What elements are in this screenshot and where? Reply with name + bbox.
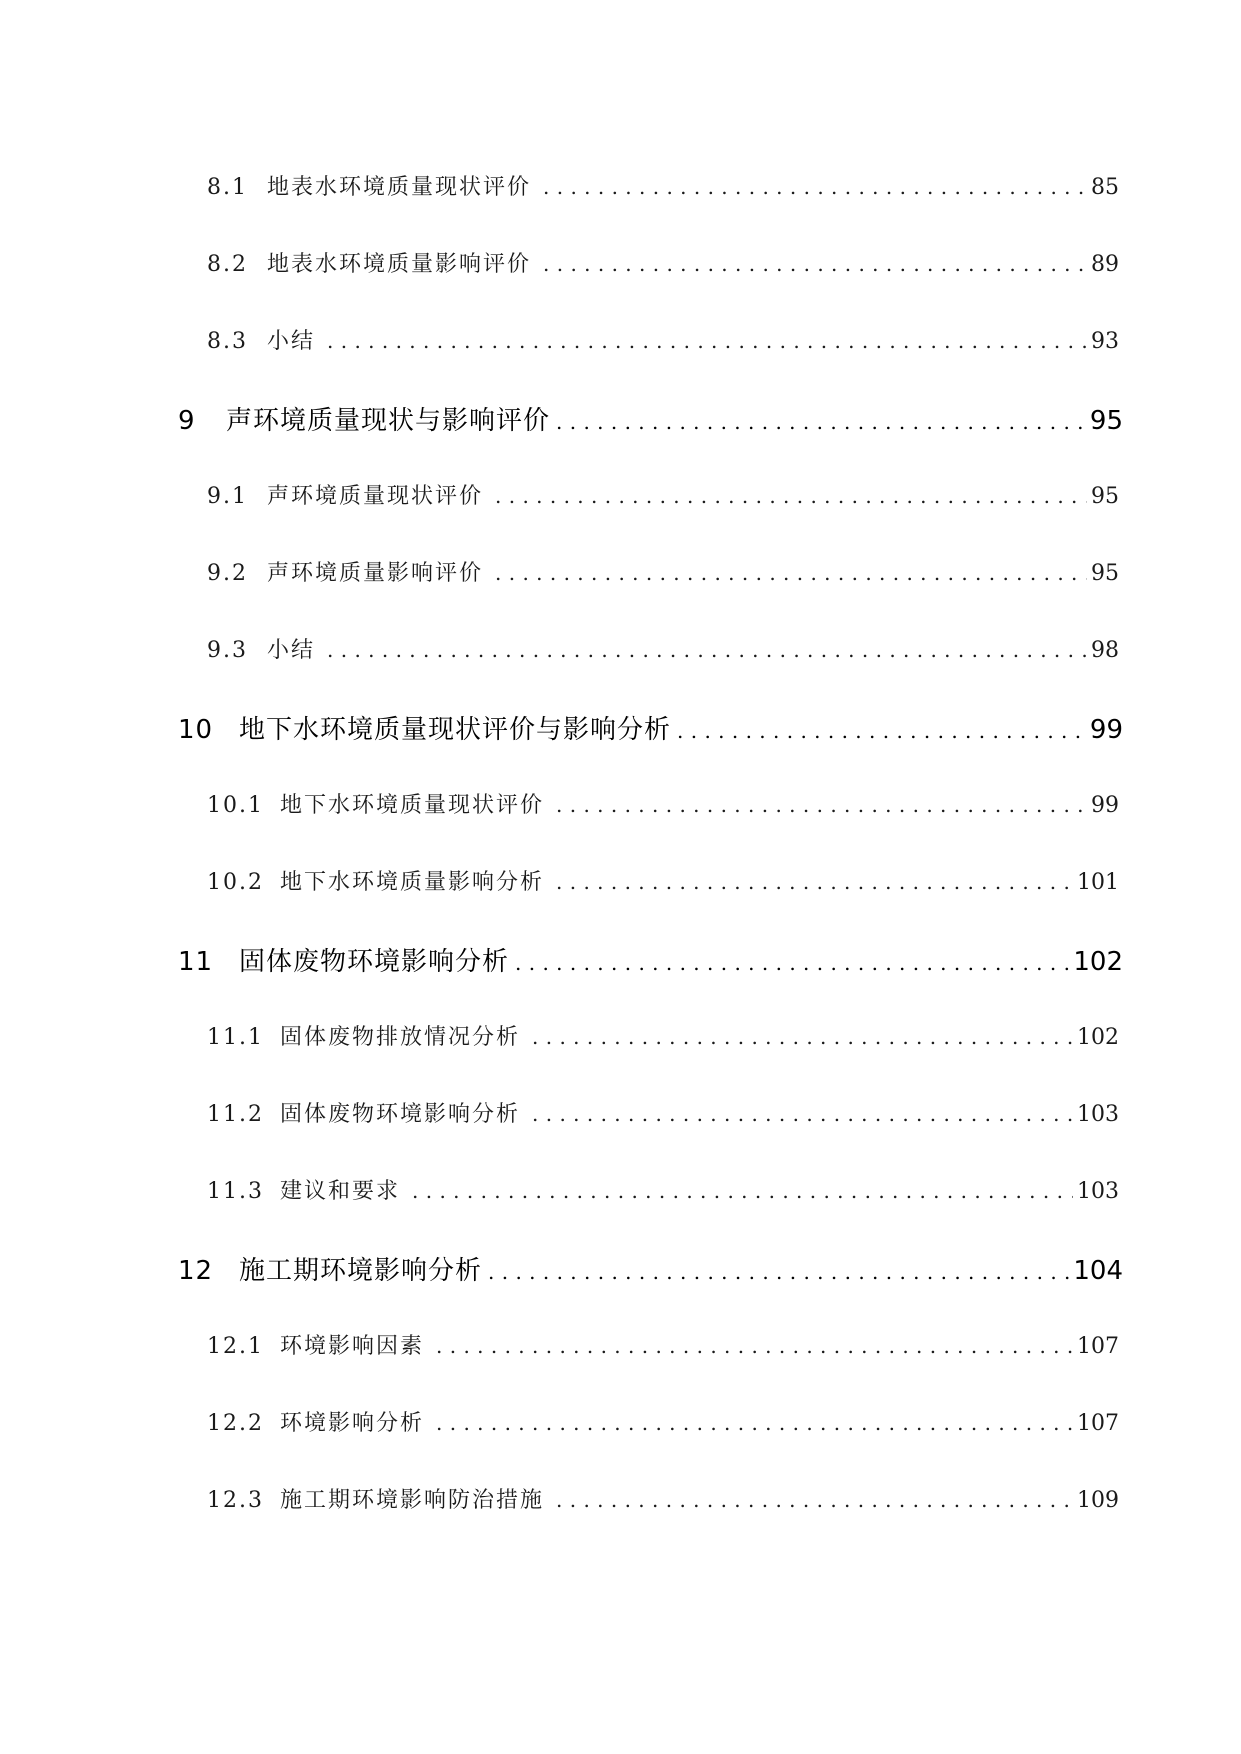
toc-entry-8-3[interactable] <box>207 324 1119 355</box>
dot-leader <box>495 561 1087 586</box>
toc-entry-title: 地表水环境质量现状评价 <box>267 175 532 200</box>
toc-entry-number: 11.2 <box>207 1102 264 1127</box>
toc-entry-11-2[interactable] <box>207 1097 1119 1128</box>
toc-entry-number: 10.2 <box>207 870 264 895</box>
toc-entry-number: 9.2 <box>207 561 248 586</box>
dot-leader <box>488 1256 1069 1286</box>
toc-entry-8-2[interactable] <box>207 247 1119 278</box>
toc-entry-title: 小结 <box>267 638 316 663</box>
toc-chapter-page: 104 <box>1073 1256 1123 1286</box>
dot-leader <box>556 406 1086 436</box>
toc-chapter-11[interactable] <box>178 941 1123 978</box>
toc-entry-page: 109 <box>1077 1488 1119 1513</box>
toc-entry-12-2[interactable] <box>207 1406 1119 1437</box>
toc-chapter-number: 9 <box>178 406 196 436</box>
toc-entry-number: 11.3 <box>207 1179 264 1204</box>
toc-entry-page: 107 <box>1077 1411 1119 1436</box>
dot-leader <box>556 870 1073 895</box>
toc-entry-title: 地表水环境质量影响评价 <box>267 252 532 277</box>
toc-entry-number: 9.1 <box>207 484 248 509</box>
dot-leader <box>412 1179 1073 1204</box>
toc-chapter-10[interactable] <box>178 709 1123 746</box>
dot-leader <box>436 1411 1073 1436</box>
toc-entry-page: 95 <box>1091 484 1119 509</box>
toc-entry-10-1[interactable] <box>207 788 1119 819</box>
toc-entry-9-2[interactable] <box>207 556 1119 587</box>
toc-entry-page: 99 <box>1091 793 1119 818</box>
dot-leader <box>515 947 1069 977</box>
toc-entry-12-1[interactable] <box>207 1329 1119 1360</box>
toc-entry-page: 93 <box>1091 329 1119 354</box>
toc-entry-page: 98 <box>1091 638 1119 663</box>
toc-entry-number: 8.2 <box>207 252 248 277</box>
toc-entry-11-1[interactable] <box>207 1020 1119 1051</box>
toc-entry-number: 12.2 <box>207 1411 264 1436</box>
toc-chapter-title: 声环境质量现状与影响评价 <box>226 406 551 436</box>
toc-entry-10-2[interactable] <box>207 865 1119 896</box>
toc-entry-page: 95 <box>1091 561 1119 586</box>
toc-entry-page: 102 <box>1077 1025 1119 1050</box>
toc-chapter-page: 95 <box>1089 406 1123 436</box>
toc-entry-title: 地下水环境质量影响分析 <box>280 870 545 895</box>
toc-entry-number: 10.1 <box>207 793 264 818</box>
toc-entry-page: 101 <box>1077 870 1119 895</box>
dot-leader <box>677 715 1086 745</box>
toc-entry-number: 11.1 <box>207 1025 264 1050</box>
toc-entry-title: 小结 <box>267 329 316 354</box>
dot-leader <box>495 484 1087 509</box>
toc-entry-number: 12.1 <box>207 1334 264 1359</box>
toc-entry-page: 103 <box>1077 1179 1119 1204</box>
toc-entry-title: 环境影响因素 <box>280 1334 425 1359</box>
dot-leader <box>556 1488 1073 1513</box>
toc-entry-page: 89 <box>1091 252 1119 277</box>
toc-chapter-page: 99 <box>1089 715 1123 745</box>
toc-chapter-number: 12 <box>178 1256 214 1286</box>
toc-entry-title: 地下水环境质量现状评价 <box>280 793 545 818</box>
toc-entry-number: 8.3 <box>207 329 248 354</box>
dot-leader <box>543 175 1087 200</box>
dot-leader <box>543 252 1087 277</box>
toc-chapter-title: 施工期环境影响分析 <box>239 1256 483 1286</box>
toc-entry-page: 85 <box>1091 175 1119 200</box>
toc-entry-8-1[interactable] <box>207 170 1119 201</box>
toc-entry-title: 环境影响分析 <box>280 1411 425 1436</box>
dot-leader <box>327 638 1087 663</box>
dot-leader <box>532 1025 1073 1050</box>
toc-chapter-number: 10 <box>178 715 214 745</box>
toc-entry-page: 103 <box>1077 1102 1119 1127</box>
toc-entry-number: 12.3 <box>207 1488 264 1513</box>
toc-entry-9-3[interactable] <box>207 633 1119 664</box>
toc-entry-9-1[interactable] <box>207 479 1119 510</box>
toc-chapter-12[interactable] <box>178 1250 1123 1287</box>
toc-chapter-number: 11 <box>178 947 214 977</box>
toc-entry-title: 声环境质量现状评价 <box>267 484 484 509</box>
toc-chapter-page: 102 <box>1073 947 1123 977</box>
toc-entry-12-3[interactable] <box>207 1483 1119 1514</box>
toc-entry-number: 9.3 <box>207 638 248 663</box>
dot-leader <box>327 329 1087 354</box>
dot-leader <box>556 793 1087 818</box>
toc-chapter-title: 地下水环境质量现状评价与影响分析 <box>239 715 672 745</box>
toc-entry-title: 施工期环境影响防治措施 <box>280 1488 545 1513</box>
toc-entry-title: 建议和要求 <box>280 1179 401 1204</box>
toc-entry-title: 固体废物排放情况分析 <box>280 1025 521 1050</box>
toc-entry-page: 107 <box>1077 1334 1119 1359</box>
dot-leader <box>436 1334 1073 1359</box>
toc-entry-title: 声环境质量影响评价 <box>267 561 484 586</box>
toc-chapter-title: 固体废物环境影响分析 <box>239 947 510 977</box>
toc-chapter-9[interactable] <box>178 400 1123 437</box>
toc-entry-title: 固体废物环境影响分析 <box>280 1102 521 1127</box>
toc-entry-11-3[interactable] <box>207 1174 1119 1205</box>
toc-entry-number: 8.1 <box>207 175 248 200</box>
dot-leader <box>532 1102 1073 1127</box>
